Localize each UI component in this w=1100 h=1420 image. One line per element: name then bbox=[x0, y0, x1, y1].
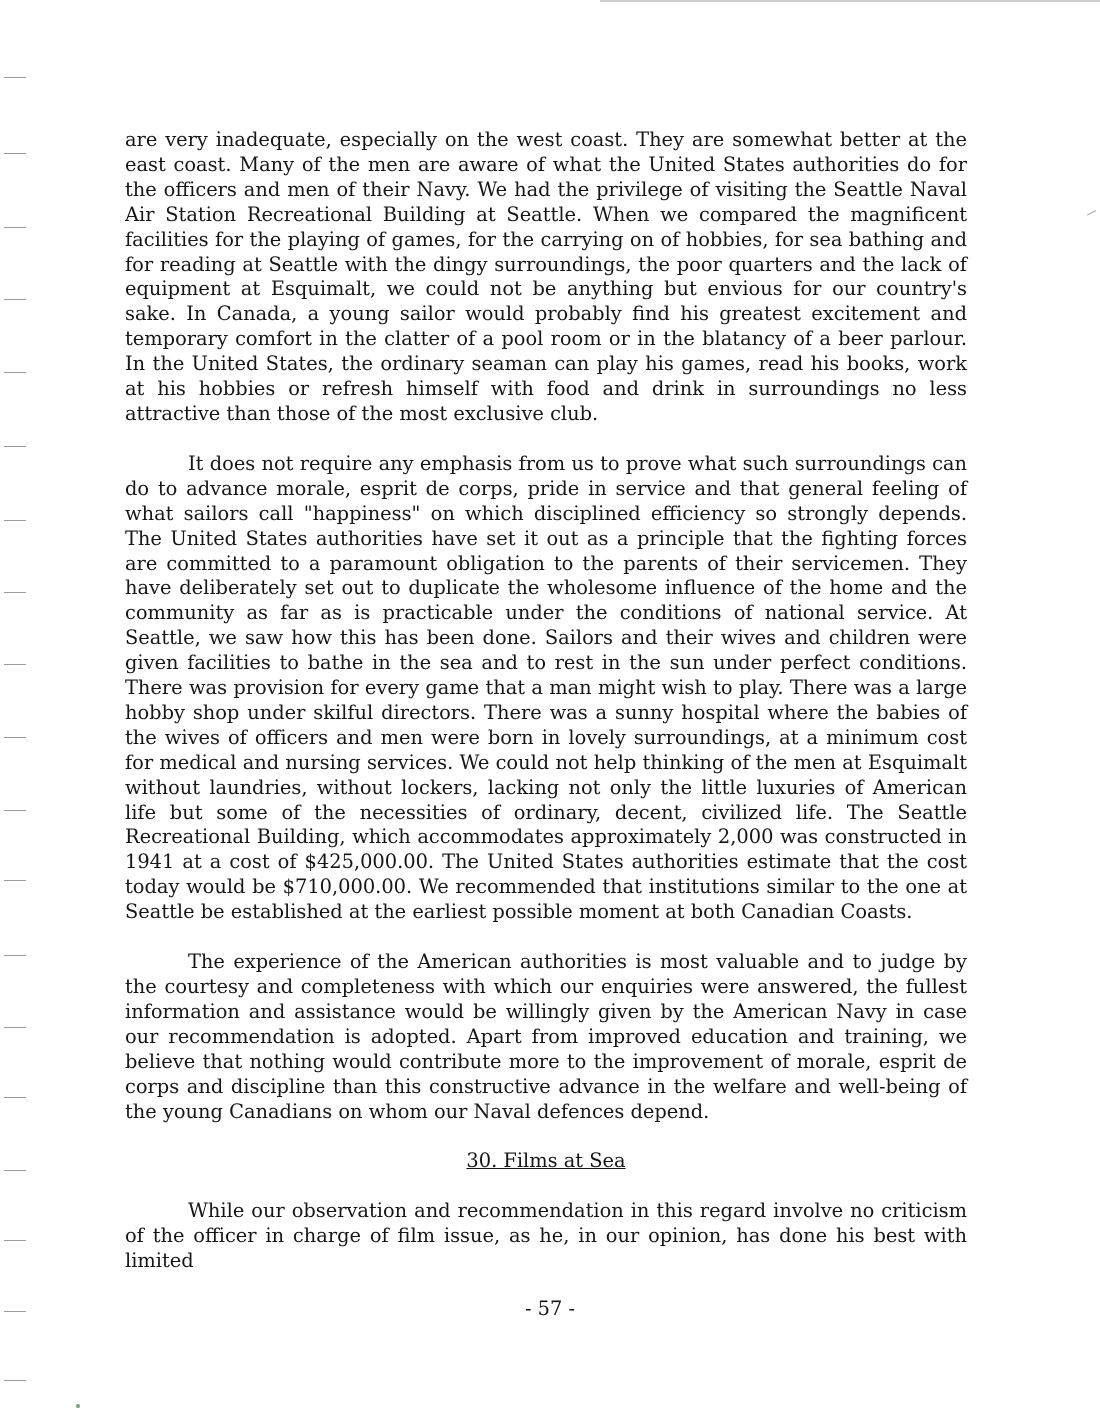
section-heading: 30. Films at Sea bbox=[466, 1149, 626, 1173]
scan-edge-mark bbox=[1087, 210, 1099, 221]
scan-top-edge bbox=[600, 0, 1100, 2]
body-text bbox=[125, 128, 967, 1274]
scan-speck bbox=[76, 1404, 80, 1408]
paragraph-recreation-facilities: are very inadequate, especially on the west coast. They are somewhat better at the east coast. Many of the men are aware of what the United States authorities do for the officers and men of their Navy. We had the privilege of visiting the Seattle Naval Air Station Recreational Building at Seattle. When we compared the magnificent facilities for the playing of games, for the carrying on of hobbies, for sea bathing and for reading at Seattle with the dingy surroundings, the poor quarters and the lack of equipment at Esquimalt, we could not be anything but envious for our country's sake. In Canada, a young sailor would probably find his greatest excitement and temporary comfort in the clatter of a pool room or in the blatancy of a beer parlour. In the United States, the ordinary seaman can play his games, read his books, work at his hobbies or refresh himself with food and drink in surroundings no less attractive than those of the most exclusive club. bbox=[125, 128, 967, 425]
paragraph-american-experience: The experience of the American authorities is most valuable and to judge by the courtesy and completeness with which our enquiries were answered, the fullest information and assistance would be willingly given by the American Navy in case our recommendation is adopted. Apart from improved education and training, we believe that nothing would contribute more to the improvement of morale, esprit de corps and discipline than this constructive advance in the welfare and well-being of the young Canadians on whom our Naval defences depend. bbox=[125, 950, 967, 1123]
paragraph-films-at-sea: While our observation and recommendation in this regard involve no criticism of the officer in charge of film issue, as he, in our opinion, has done his best with limited bbox=[125, 1199, 967, 1273]
page-number: - 57 - bbox=[524, 1297, 576, 1320]
paragraph-seattle-example: It does not require any emphasis from us to prove what such surroundings can do to advance morale, esprit de corps, pride in service and that general feeling of what sailors call "happiness" on which disciplined efficiency so strongly depends. The United States authorities have set it out as a principle that the fighting forces are committed to a paramount obligation to the parents of their servicemen. They have deliberately set out to duplicate the wholesome influence of the home and the community as far as is practicable under the conditions of national service. At Seattle, we saw how this has been done. Sailors and their wives and children were given facilities to bathe in the sea and to rest in the sun under perfect conditions. There was provision for every game that a man might wish to play. There was a large hobby shop under skilful directors. There was a sunny hospital where the babies of the wives of officers and men were born in lovely surroundings, at a minimum cost for medical and nursing services. We could not help thinking of the men at Esquimalt without laundries, without lockers, lacking not only the little luxuries of American life but some of the necessities of ordinary, decent, civilized life. The Seattle Recreational Building, which accommodates approximately 2,000 was constructed in 1941 at a cost of $425,000.00. The United States authorities estimate that the cost today would be $710,000.00. We recommended that institutions similar to the one at Seattle be established at the earliest possible moment at both Canadian Coasts. bbox=[125, 451, 967, 924]
binding-hole-marks bbox=[4, 0, 44, 1420]
